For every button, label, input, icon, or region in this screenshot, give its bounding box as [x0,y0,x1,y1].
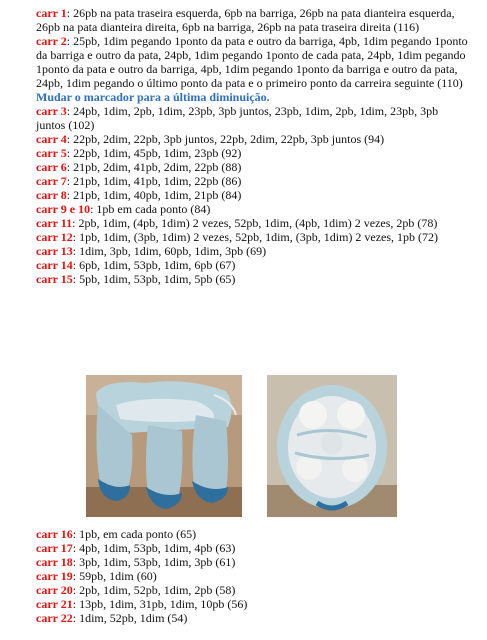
pattern-row [36,160,468,174]
row-text: : 1pb, 1dim, (3pb, 1dim) 2 vezes, 52pb, 1dim, (3pb, 1dim) 2 vezes, 1pb (72) [72,230,439,244]
pattern-row [36,527,468,541]
row-label: carr 13 [36,244,73,258]
row-label: carr 17 [36,541,73,555]
marker-note: Mudar o marcador para a última diminuição. [36,90,270,104]
row-text: : 2pb, 1dim, (4pb, 1dim) 2 vezes, 52pb, 1dim, (4pb, 1dim) 2 vezes, 2pb (78) [72,216,438,230]
pattern-text-top [36,6,468,286]
row-label: carr 18 [36,555,73,569]
pattern-text-bottom [36,527,468,625]
row-text: : 59pb, 1dim (60) [72,569,157,583]
row-text: : 26pb na pata traseira esquerda, 6pb na barriga, 26pb na pata dianteira esquerda, 26pb na pata dianteira direita, 6pb na barriga, 26pb na pata traseira direita (116) [36,6,455,34]
pattern-row [36,188,468,202]
pattern-row [36,555,468,569]
row-text: : 22pb, 1dim, 45pb, 1dim, 23pb (92) [66,146,242,160]
row-label: carr 21 [36,597,73,611]
row-label: carr 9 e 10 [36,202,91,216]
pattern-row [36,258,468,272]
pattern-row [36,583,468,597]
row-label: carr 11 [36,216,73,230]
row-text: : 4pb, 1dim, 53pb, 1dim, 4pb (63) [72,541,236,555]
row-text: : 22pb, 2dim, 22pb, 3pb juntos, 22pb, 2dim, 22pb, 3pb juntos (94) [66,132,385,146]
pattern-row [36,244,468,258]
pattern-row [36,132,468,146]
row-label: carr 22 [36,611,73,625]
row-text: : 1pb, em cada ponto (65) [72,527,197,541]
row-label: carr 4 [36,132,67,146]
pattern-row [36,6,468,34]
row-text: : 1pb em cada ponto (84) [90,202,211,216]
row-text: : 13pb, 1dim, 31pb, 1dim, 10pb (56) [72,597,248,611]
row-label: carr 7 [36,174,67,188]
pattern-row [36,202,468,216]
row-label: carr 5 [36,146,67,160]
row-text: : 21pb, 1dim, 40pb, 1dim, 21pb (84) [66,188,242,202]
pattern-row [36,174,468,188]
pattern-row [36,104,468,132]
row-text: : 21pb, 2dim, 41pb, 2dim, 22pb (88) [66,160,242,174]
photo-legs-side-view [86,375,242,517]
photo-body-bottom-view [267,375,397,517]
row-label: carr 15 [36,272,73,286]
pattern-row [36,34,468,90]
pattern-row [36,569,468,583]
pattern-row [36,146,468,160]
row-label: carr 2 [36,34,67,48]
row-label: carr 1 [36,6,67,20]
row-label: carr 3 [36,104,67,118]
row-label: carr 14 [36,258,73,272]
row-text: : 24pb, 1dim, 2pb, 1dim, 23pb, 3pb juntos, 23pb, 1dim, 2pb, 1dim, 23pb, 3pb juntos (102) [36,104,439,132]
row-text: : 1dim, 52pb, 1dim (54) [72,611,188,625]
pattern-row [36,597,468,611]
row-text: : 6pb, 1dim, 53pb, 1dim, 6pb (67) [72,258,236,272]
row-label: carr 8 [36,188,67,202]
row-text: : 5pb, 1dim, 53pb, 1dim, 5pb (65) [72,272,236,286]
row-label: carr 12 [36,230,73,244]
pattern-row [36,216,468,230]
row-text: : 2pb, 1dim, 52pb, 1dim, 2pb (58) [72,583,236,597]
row-label: carr 19 [36,569,73,583]
pattern-row [36,230,468,244]
row-label: carr 6 [36,160,67,174]
pattern-row [36,611,468,625]
row-label: carr 16 [36,527,73,541]
row-text: : 21pb, 1dim, 41pb, 1dim, 22pb (86) [66,174,242,188]
row-text: : 25pb, 1dim pegando 1ponto da pata e outro da barriga, 4pb, 1dim pegando 1ponto da barriga e outro da pata, 24pb, 1dim pegando 1ponto de cada pata, 24pb, 1dim pegando 1ponto da pata e outro da barriga, 4pb, 1dim pegando 1ponto da barriga e outro da pata, 24pb, 1dim pegando o último ponto da pata e o primeiro ponto da carreira seguinte (110) [36,34,468,90]
row-text: : 1dim, 3pb, 1dim, 60pb, 1dim, 3pb (69) [72,244,267,258]
row-label: carr 20 [36,583,73,597]
row-text: : 3pb, 1dim, 53pb, 1dim, 3pb (61) [72,555,236,569]
pattern-row [36,272,468,286]
pattern-row [36,541,468,555]
